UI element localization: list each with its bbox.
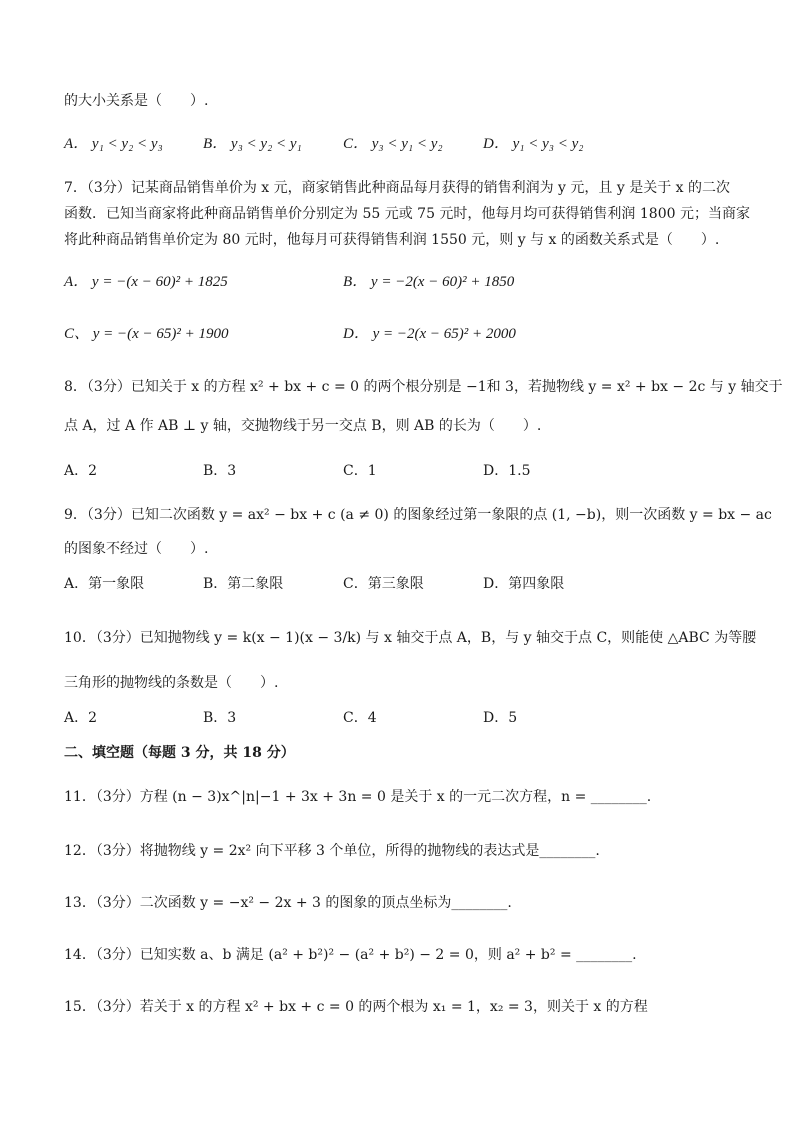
question-7-line-3: 将此种商品销售单价定为 80 元时，他每月可获得销售利润 1550 元，则 y 与 x 的函数关系式是（ ）. xyxy=(64,232,720,248)
q7-option-a: A． y = −(x − 60)² + 1825 xyxy=(64,274,228,290)
question-11: 11．（3分）方程 (n − 3)x^|n|−1 + 3x + 3n = 0 是关于 x 的一元二次方程，n = ________. xyxy=(64,789,652,805)
q7-option-b: B． y = −2(x − 60)² + 1850 xyxy=(343,274,515,290)
q6-option-c: C． y₃ < y₁ < y₂ xyxy=(343,136,443,152)
q9-option-c: C．第三象限 xyxy=(343,576,424,592)
question-14: 14．（3分）已知实数 a、b 满足 (a² + b²)² − (a² + b²) − 2 = 0，则 a² + b² = ________. xyxy=(64,947,637,963)
q6-option-b: B． y₃ < y₂ < y₁ xyxy=(203,136,302,152)
question-12: 12．（3分）将抛物线 y = 2x² 向下平移 3 个单位，所得的抛物线的表达式是________. xyxy=(64,843,600,859)
q10-option-d: D．5 xyxy=(483,710,518,726)
question-8-line-2: 点 A，过 A 作 AB ⊥ y 轴，交抛物线于另一交点 B，则 AB 的长为（ ）. xyxy=(64,418,542,434)
q8-option-b: B．3 xyxy=(203,463,237,479)
q7-option-d: D． y = −2(x − 65)² + 2000 xyxy=(343,326,516,342)
q10-option-c: C．4 xyxy=(343,710,377,726)
q10-option-b: B．3 xyxy=(203,710,237,726)
q10-option-a: A．2 xyxy=(64,710,98,726)
q8-option-a: A．2 xyxy=(64,463,98,479)
q9-option-a: A．第一象限 xyxy=(64,576,145,592)
question-9-line-2: 的图象不经过（ ）. xyxy=(64,541,209,557)
q9-option-b: B．第二象限 xyxy=(203,576,284,592)
question-7-line-2: 函数．已知当商家将此种商品销售单价分别定为 55 元或 75 元时，他每月均可获得销售利润 1800 元；当商家 xyxy=(64,206,750,222)
question-10-line-2: 三角形的抛物线的条数是（ ）. xyxy=(64,675,279,691)
question-15: 15．（3分）若关于 x 的方程 x² + bx + c = 0 的两个根为 x₁ = 1，x₂ = 3，则关于 x 的方程 xyxy=(64,999,648,1015)
question-7-line-1: 7．（3分）记某商品销售单价为 x 元，商家销售此种商品每月获得的销售利润为 y 元，且 y 是关于 x 的二次 xyxy=(64,180,731,196)
question-8-line-1: 8．（3分）已知关于 x 的方程 x² + bx + c = 0 的两个根分别是 −1和 3，若抛物线 y = x² + bx − 2c 与 y 轴交于 xyxy=(64,379,783,395)
section-2-heading: 二、填空题（每题 3 分，共 18 分） xyxy=(64,745,295,761)
question-10-line-1: 10．（3分）已知抛物线 y = k(x − 1)(x − 3/k) 与 x 轴交于点 A，B，与 y 轴交于点 C，则能使 △ABC 为等腰 xyxy=(64,630,757,646)
q8-option-c: C．1 xyxy=(343,463,377,479)
question-6-stem-end: 的大小关系是（ ）. xyxy=(64,93,209,109)
question-13: 13．（3分）二次函数 y = −x² − 2x + 3 的图象的顶点坐标为________. xyxy=(64,895,512,911)
q7-option-c: C、 y = −(x − 65)² + 1900 xyxy=(64,326,229,342)
q6-option-a: A． y₁ < y₂ < y₃ xyxy=(64,136,163,152)
question-9-line-1: 9．（3分）已知二次函数 y = ax² − bx + c (a ≠ 0) 的图象经过第一象限的点 (1, −b)，则一次函数 y = bx − ac xyxy=(64,507,772,523)
q9-option-d: D．第四象限 xyxy=(483,576,565,592)
q8-option-d: D．1.5 xyxy=(483,463,531,479)
q6-option-d: D． y₁ < y₃ < y₂ xyxy=(483,136,584,152)
